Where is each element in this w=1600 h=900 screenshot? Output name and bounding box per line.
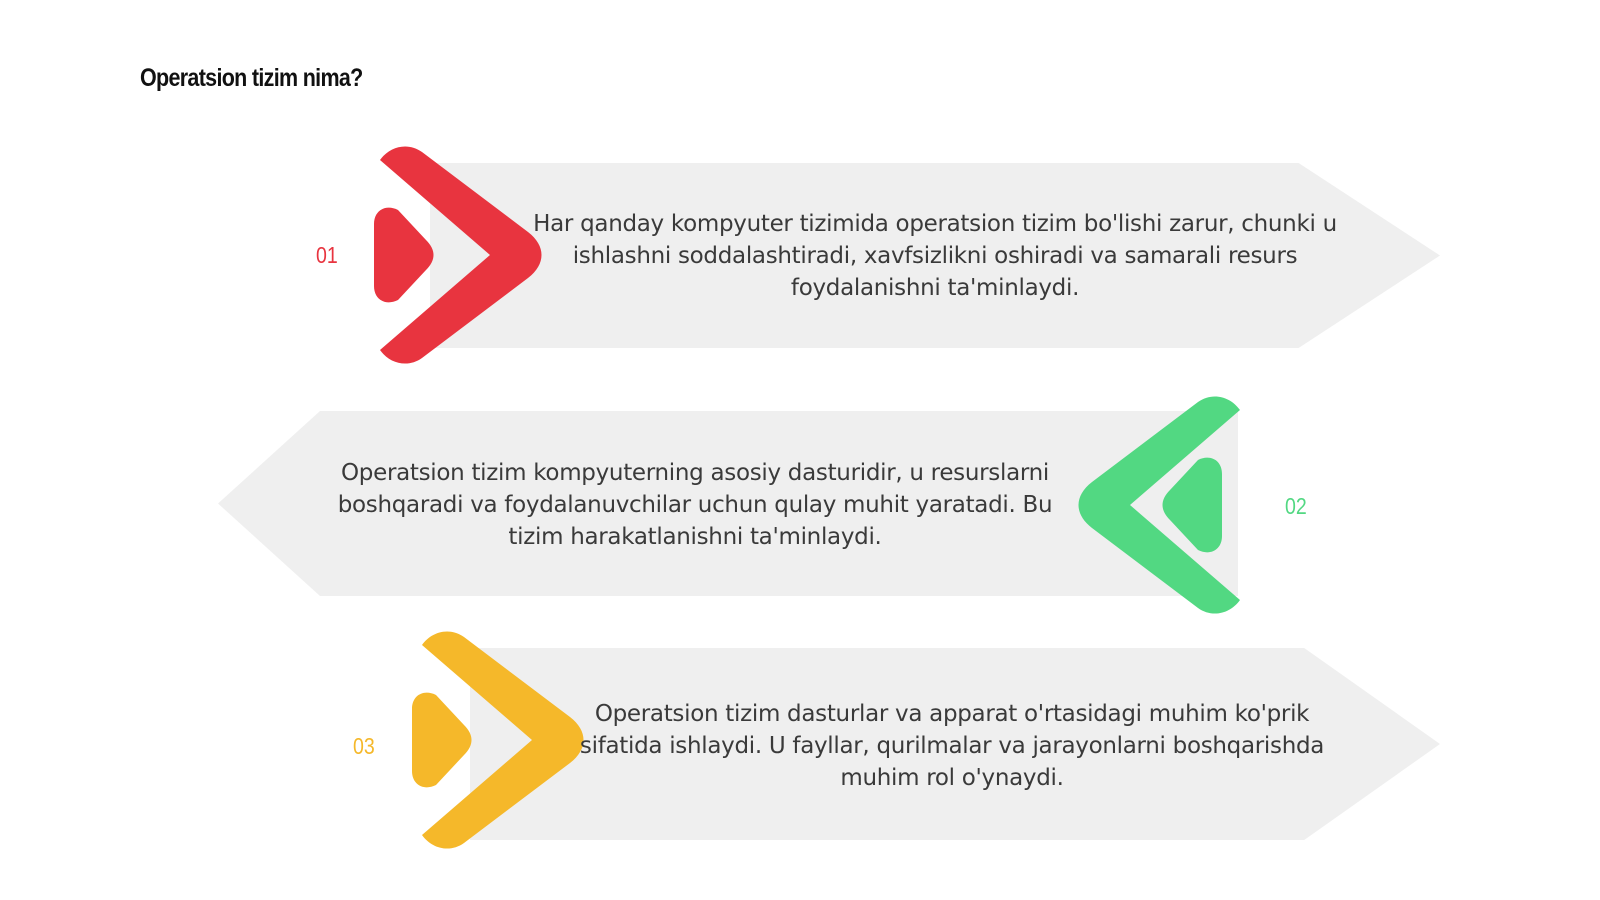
item-3-text: Operatsion tizim dasturlar va apparat o'rtasidagi muhim ko'prik sifatida ishlaydi. U fayllar, qurilmalar va jarayonlarni boshqarishda muhim rol o'ynaydi. <box>579 701 1325 791</box>
item-1-number: 01 <box>316 242 338 268</box>
chevron-left-icon <box>1070 390 1270 620</box>
page-title: Operatsion tizim nima? <box>140 64 363 92</box>
item-2-text: Operatsion tizim kompyuterning asosiy dasturidir, u resurslarni boshqaradi va foydalanuvchilar uchun qulay muhit yaratadi. Bu tizim harakatlanishni ta'minlaydi. <box>337 460 1053 550</box>
item-2-number: 02 <box>1285 493 1307 519</box>
chevron-right-icon <box>350 140 550 370</box>
item-1-text: Har qanday kompyuter tizimida operatsion tizim bo'lishi zarur, chunki u ishlashni soddalashtiradi, xavfsizlikni oshiradi va samarali resurs foydalanishni ta'minlaydi. <box>533 211 1337 301</box>
item-3-number: 03 <box>353 733 375 759</box>
